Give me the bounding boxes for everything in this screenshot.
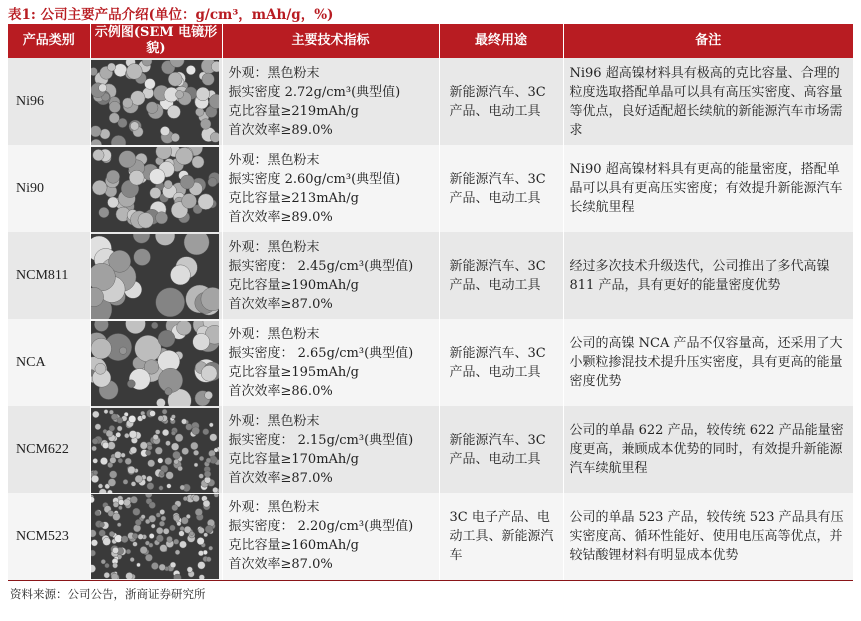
spec-cell [222, 319, 439, 406]
sem-image-cell [90, 493, 222, 580]
sem-micrograph-image [91, 60, 219, 145]
table-row [8, 319, 853, 406]
spec-line: 振实密度： 2.20g/cm³(典型值) [228, 519, 414, 535]
spec-line: 振实密度 2.60g/cm³(典型值) [228, 171, 401, 187]
spec-line: 振实密度 2.72g/cm³(典型值) [228, 84, 401, 100]
table-caption: 表1: 公司主要产品介绍(单位：g/cm³，mAh/g，%) [8, 7, 334, 23]
spec-cell [222, 58, 439, 145]
table-row [8, 406, 853, 493]
end-use: 新能源汽车、3C 产品、电动工具 [439, 232, 563, 319]
sem-micrograph-image [91, 408, 219, 493]
spec-cell [222, 493, 439, 580]
spec-line: 外观：黑色粉末 [228, 413, 320, 429]
sem-micrograph-image [91, 494, 219, 579]
sem-micrograph-image [91, 234, 219, 319]
table-row [8, 58, 853, 145]
product-category: NCA [8, 319, 90, 406]
header-use: 最终用途 [439, 24, 563, 58]
spec-line: 振实密度： 2.45g/cm³(典型值) [228, 258, 414, 274]
spec-line: 外观：黑色粉末 [228, 500, 320, 516]
product-category: Ni90 [8, 145, 90, 232]
remark: Ni90 超高镍材料具有更高的能量密度，搭配单晶可以具有更高压实密度；有效提升新能源汽车长续航里程 [563, 145, 853, 232]
spec-line: 振实密度： 2.65g/cm³(典型值) [228, 345, 414, 361]
spec-cell [222, 232, 439, 319]
header-sem-image: 示例图(SEM 电镜形貌) [90, 24, 222, 58]
spec-line: 克比容量≥170mAh/g [228, 451, 359, 467]
product-category: NCM622 [8, 406, 90, 493]
spec-line: 克比容量≥160mAh/g [228, 538, 359, 554]
end-use: 新能源汽车、3C 产品、电动工具 [439, 406, 563, 493]
spec-line: 首次效率≥86.0% [228, 383, 333, 399]
sem-image-cell [90, 58, 222, 145]
header-specs: 主要技术指标 [222, 24, 439, 58]
spec-line: 克比容量≥190mAh/g [228, 277, 359, 293]
spec-line: 首次效率≥87.0% [228, 557, 333, 573]
product-category: NCM811 [8, 232, 90, 319]
table-row [8, 145, 853, 232]
product-category: NCM523 [8, 493, 90, 580]
end-use: 新能源汽车、3C 产品、电动工具 [439, 319, 563, 406]
end-use: 3C 电子产品、电动工具、新能源汽车 [439, 493, 563, 580]
header-row [8, 24, 853, 58]
spec-line: 首次效率≥87.0% [228, 470, 333, 486]
remark: 经过多次技术升级迭代，公司推出了多代高镍 811 产品，具有更好的能量密度优势 [563, 232, 853, 319]
header-note: 备注 [563, 24, 853, 58]
spec-cell [222, 145, 439, 232]
spec-line: 克比容量≥213mAh/g [228, 190, 359, 206]
spec-line: 首次效率≥87.0% [228, 296, 333, 312]
end-use: 新能源汽车、3C 产品、电动工具 [439, 145, 563, 232]
spec-line: 振实密度： 2.15g/cm³(典型值) [228, 432, 414, 448]
sem-image-cell [90, 319, 222, 406]
sem-image-cell [90, 232, 222, 319]
spec-cell [222, 406, 439, 493]
end-use: 新能源汽车、3C 产品、电动工具 [439, 58, 563, 145]
source-note: 资料来源：公司公告，浙商证券研究所 [10, 587, 206, 601]
sem-micrograph-image [91, 147, 219, 232]
spec-line: 克比容量≥195mAh/g [228, 364, 359, 380]
product-table [8, 24, 853, 581]
remark: 公司的高镍 NCA 产品不仅容量高，还采用了大小颗粒掺混技术提升压实密度，具有更高的能量密度优势 [563, 319, 853, 406]
remark: 公司的单晶 523 产品，较传统 523 产品具有压实密度高、循环性能好、使用电压高等优点，并较钴酸锂材料有明显成本优势 [563, 493, 853, 580]
spec-line: 首次效率≥89.0% [228, 209, 333, 225]
sem-image-cell [90, 145, 222, 232]
sem-micrograph-image [91, 321, 219, 406]
spec-line: 外观：黑色粉末 [228, 239, 320, 255]
table-row [8, 232, 853, 319]
sem-image-cell [90, 406, 222, 493]
spec-line: 外观：黑色粉末 [228, 65, 320, 81]
spec-line: 外观：黑色粉末 [228, 326, 320, 342]
remark: 公司的单晶 622 产品，较传统 622 产品能量密度更高，兼顾成本优势的同时，有效提升新能源汽车续航里程 [563, 406, 853, 493]
table-row [8, 493, 853, 580]
product-category: Ni96 [8, 58, 90, 145]
spec-line: 首次效率≥89.0% [228, 122, 333, 138]
remark: Ni96 超高镍材料具有极高的克比容量、合理的粒度选取搭配单晶可以具有高压实密度、高容量等优点，良好适配超长续航的新能源汽车市场需求 [563, 58, 853, 145]
header-category: 产品类别 [8, 24, 90, 58]
spec-line: 外观：黑色粉末 [228, 152, 320, 168]
spec-line: 克比容量≥219mAh/g [228, 103, 359, 119]
